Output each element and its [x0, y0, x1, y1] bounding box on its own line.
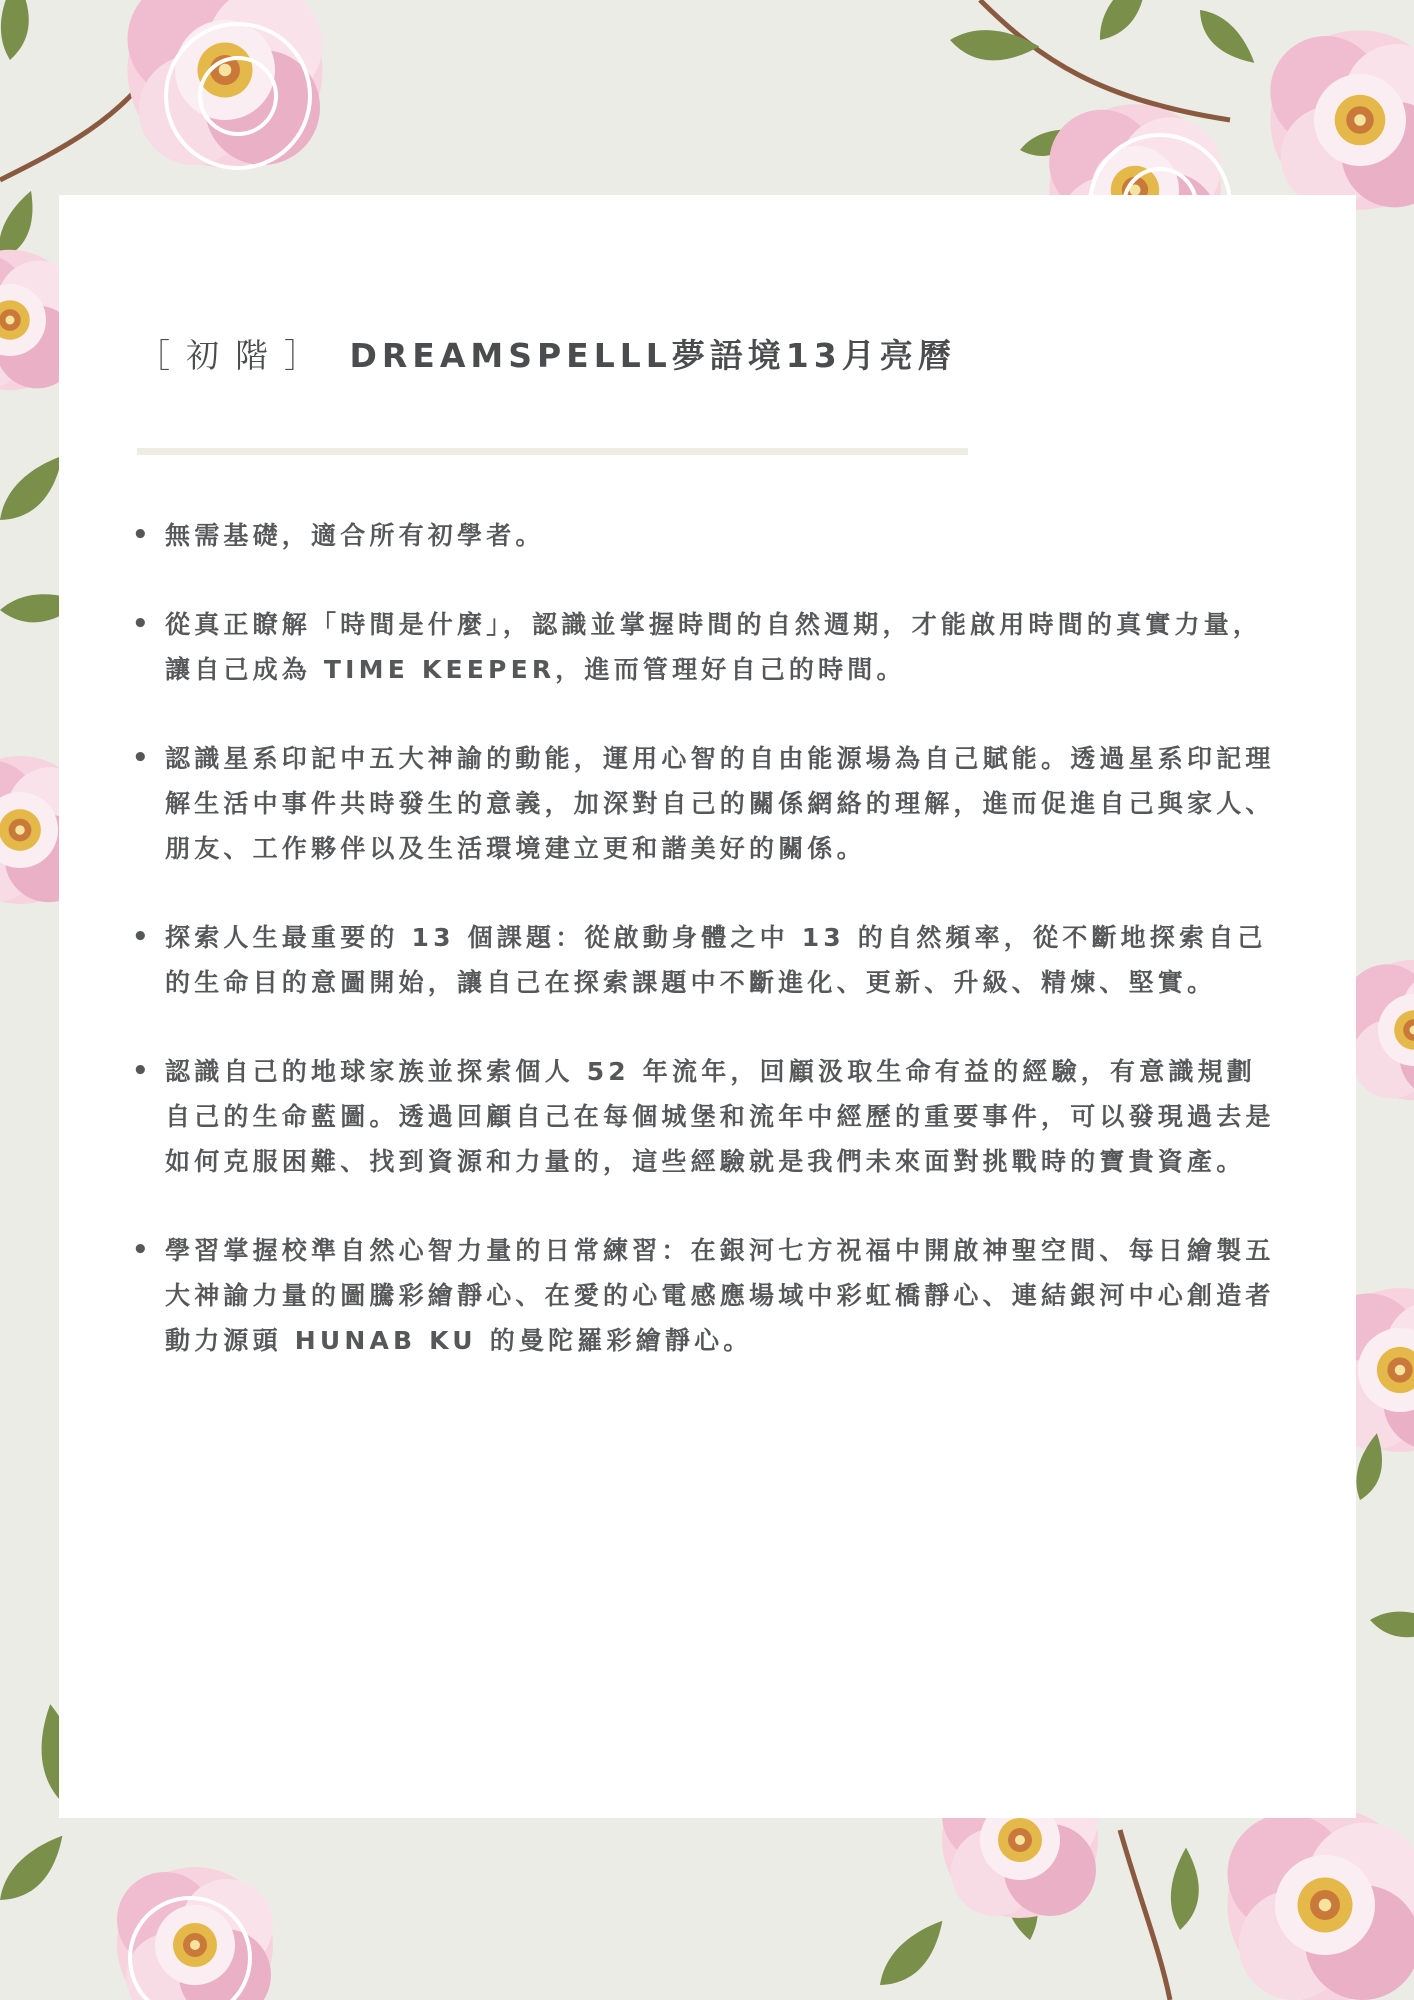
course-name: DREAMSPELLL夢語境13月亮曆 [349, 336, 956, 375]
feature-list [130, 513, 1280, 1407]
list-item: • 無需基礎，適合所有初學者。 [130, 513, 1280, 558]
title-divider [137, 448, 968, 455]
page-title [137, 330, 1137, 377]
level-label: ［初階］ [137, 336, 333, 375]
list-item: • 從真正瞭解「時間是什麼」，認識並掌握時間的自然週期，才能啟用時間的真實力量，讓自己成為 TIME KEEPER，進而管理好自己的時間。 [130, 602, 1280, 692]
list-item: • 學習掌握校準自然心智力量的日常練習：在銀河七方祝福中開啟神聖空間、每日繪製五大神諭力量的圖騰彩繪靜心、在愛的心電感應場域中彩虹橋靜心、連結銀河中心創造者動力源頭 HUNAB KU 的曼陀羅彩繪靜心。 [130, 1228, 1280, 1363]
list-item: • 認識星系印記中五大神諭的動能，運用心智的自由能源場為自己賦能。透過星系印記理解生活中事件共時發生的意義，加深對自己的關係網絡的理解，進而促進自己與家人、朋友、工作夥伴以及生活環境建立更和諧美好的關係。 [130, 736, 1280, 871]
list-item: • 認識自己的地球家族並探索個人 52 年流年，回顧汲取生命有益的經驗，有意識規劃自己的生命藍圖。透過回顧自己在每個城堡和流年中經歷的重要事件，可以發現過去是如何克服困難、找到資源和力量的，這些經驗就是我們未來面對挑戰時的寶貴資產。 [130, 1049, 1280, 1184]
list-item: • 探索人生最重要的 13 個課題：從啟動身體之中 13 的自然頻率，從不斷地探索自己的生命目的意圖開始，讓自己在探索課題中不斷進化、更新、升級、精煉、堅實。 [130, 915, 1280, 1005]
